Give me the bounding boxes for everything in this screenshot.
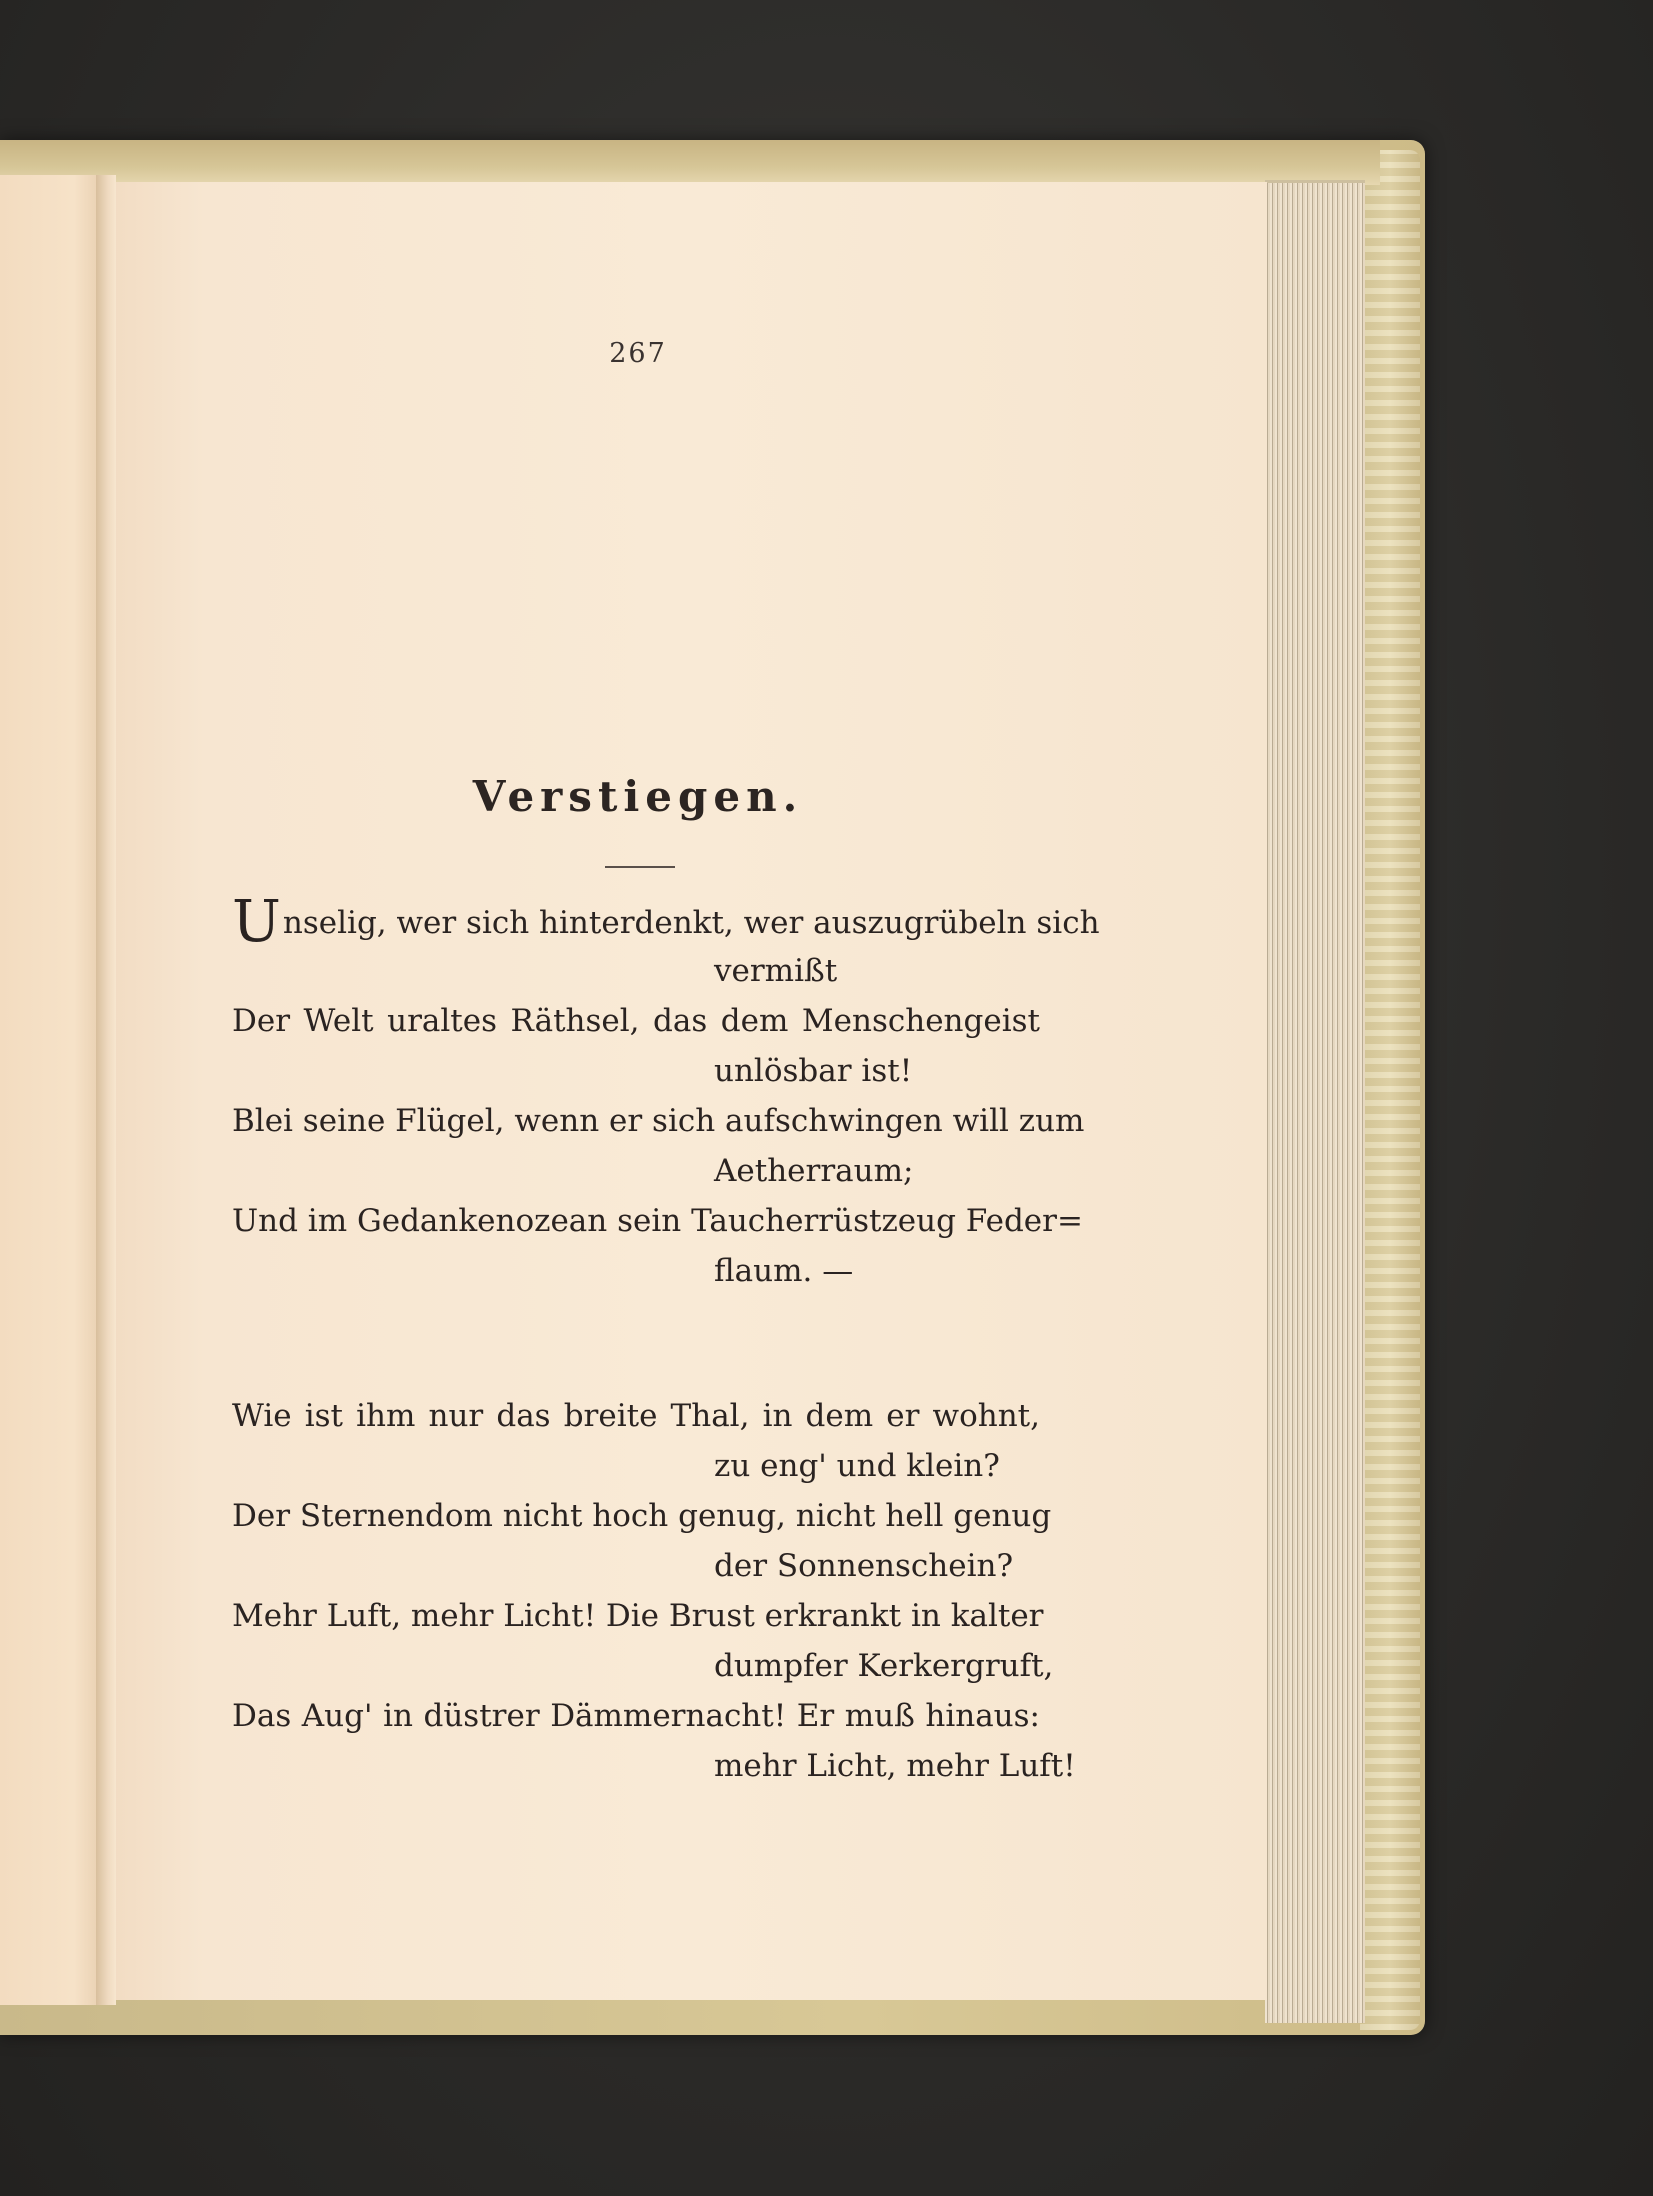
book-cover-edge — [1360, 150, 1420, 2030]
poem-line — [232, 1200, 1083, 1300]
poem-title: Verstiegen. — [472, 772, 804, 821]
poem-line — [232, 1695, 1076, 1795]
line-continuation: mehr Licht, mehr Luft! — [714, 1748, 1076, 1784]
line-text: Der Welt uraltes Räthsel, das dem Menschengeist — [232, 1003, 1040, 1039]
line-text: Der Sternendom nicht hoch genug, nicht hell genug — [232, 1498, 1052, 1534]
title-divider — [605, 866, 675, 868]
line-text: nselig, wer sich hinterdenkt, wer auszugrübeln sich — [282, 905, 1100, 941]
poem-line — [232, 1595, 1054, 1695]
poem-line — [232, 1395, 1040, 1495]
line-text: Blei seine Flügel, wenn er sich aufschwingen will zum — [232, 1103, 1085, 1139]
stanza — [232, 887, 1100, 1300]
line-text: Mehr Luft, mehr Licht! Die Brust erkrankt in kalter — [232, 1598, 1044, 1634]
line-continuation: dumpfer Kerkergruft, — [714, 1648, 1054, 1684]
drop-cap: U — [232, 887, 281, 955]
left-page — [0, 175, 106, 2005]
stanza — [232, 1395, 1076, 1795]
poem-line — [232, 1000, 1040, 1100]
book-top-binding — [0, 140, 1380, 185]
page-block-edges — [1265, 180, 1365, 2023]
line-continuation: der Sonnenschein? — [714, 1548, 1014, 1584]
line-continuation: flaum. — — [714, 1253, 854, 1289]
line-text: Das Aug' in düstrer Dämmernacht! Er muß hinaus: — [232, 1698, 1040, 1734]
poem-line — [232, 1495, 1052, 1595]
book-gutter — [96, 175, 116, 2005]
line-continuation: unlösbar ist! — [714, 1053, 913, 1089]
line-text: Und im Gedankenozean sein Taucherrüstzeug Feder= — [232, 1203, 1083, 1239]
poem-line — [232, 1100, 1085, 1200]
line-continuation: vermißt — [714, 953, 838, 989]
line-text: Wie ist ihm nur das breite Thal, in dem er wohnt, — [232, 1398, 1040, 1434]
line-continuation: Aetherraum; — [714, 1153, 914, 1189]
line-continuation: zu eng' und klein? — [714, 1448, 1000, 1484]
poem-line — [232, 887, 1100, 1000]
page-number: 267 — [609, 338, 667, 369]
